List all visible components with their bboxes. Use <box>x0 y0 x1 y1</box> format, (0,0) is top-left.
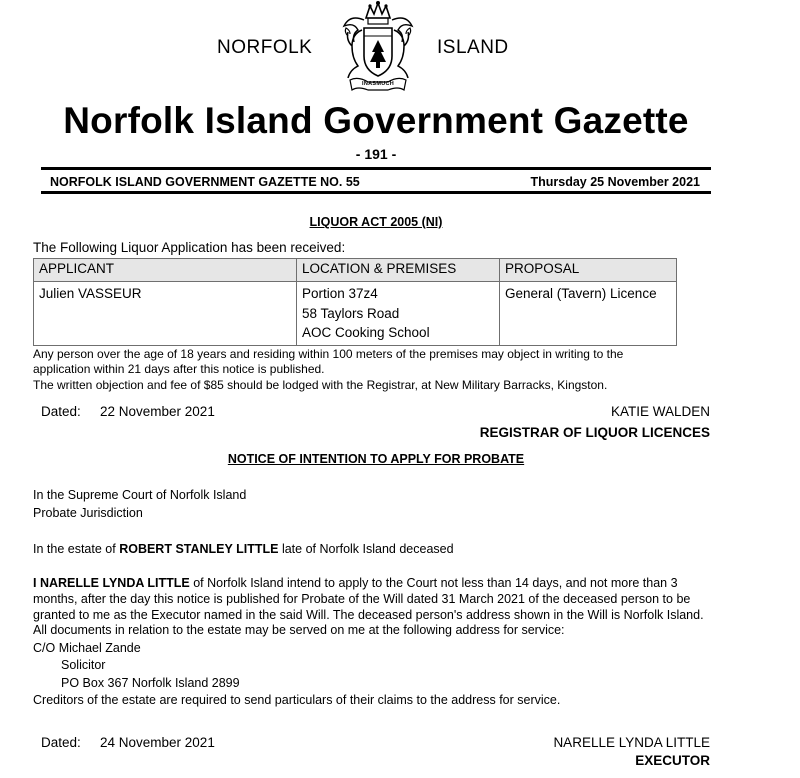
location-line: Portion 37z4 <box>302 286 378 301</box>
liquor-intro: The Following Liquor Application has been received: <box>33 240 346 255</box>
intention-prefix: I <box>33 576 37 590</box>
header-island-word: ISLAND <box>437 37 509 58</box>
liquor-signatory: KATIE WALDEN <box>610 404 710 419</box>
address-line: C/O Michael Zande <box>33 641 141 655</box>
intention-line-rest: of Norfolk Island intend to apply to the Court not less than 14 days, and not more than 3 <box>193 576 678 590</box>
liquor-dated-label: Dated: <box>41 404 81 419</box>
table-row <box>34 282 677 346</box>
liquor-dated-value: 22 November 2021 <box>100 404 215 419</box>
page-number: - 191 - <box>355 146 397 162</box>
documents-line: All documents in relation to the estate may be served on me at the following address for service: <box>33 623 565 637</box>
applicant-cell: Julien VASSEUR <box>34 282 297 346</box>
location-cell <box>297 282 500 346</box>
court-name: In the Supreme Court of Norfolk Island <box>33 488 247 502</box>
probate-dated-label: Dated: <box>41 735 81 750</box>
liquor-signatory-title: REGISTRAR OF LIQUOR LICENCES <box>479 425 710 440</box>
intention-paragraph <box>33 575 723 623</box>
top-rule <box>41 167 711 170</box>
address-line: Solicitor <box>61 658 106 672</box>
table-header-row <box>34 259 677 282</box>
objection-line: application within 21 days after this notice is published. <box>33 361 325 376</box>
estate-prefix: In the estate of <box>33 542 116 556</box>
objection-text <box>33 347 623 376</box>
column-header-proposal: PROPOSAL <box>500 259 677 282</box>
creditors-line: Creditors of the estate are required to send particulars of their claims to the address for service. <box>33 693 561 707</box>
gazette-title: Norfolk Island Government Gazette <box>63 100 689 141</box>
gazette-date: Thursday 25 November 2021 <box>530 175 700 189</box>
probate-dated-value: 24 November 2021 <box>100 735 215 750</box>
intention-line: granted to me as the Executor named in the said Will. The deceased person's address shown in the Will is Norfolk Island. <box>33 608 704 622</box>
crest-motto: INASMUCH <box>362 81 395 87</box>
jurisdiction: Probate Jurisdiction <box>33 506 143 520</box>
column-header-location: LOCATION & PREMISES <box>297 259 500 282</box>
probate-heading: NOTICE OF INTENTION TO APPLY FOR PROBATE <box>227 452 525 466</box>
applicant-name: NARELLE LYNDA LITTLE <box>39 576 190 590</box>
deceased-name: ROBERT STANLEY LITTLE <box>119 542 279 556</box>
intention-line <box>33 575 723 591</box>
intention-line: months, after the day this notice is published for Probate of the Will dated 31 March 2021 of the deceased person to be <box>33 592 691 606</box>
location-line: AOC Cooking School <box>302 325 430 340</box>
estate-line <box>33 541 454 557</box>
estate-suffix: late of Norfolk Island deceased <box>281 542 454 556</box>
bottom-rule <box>41 191 711 194</box>
probate-signatory-title: EXECUTOR <box>635 753 710 768</box>
liquor-heading: LIQUOR ACT 2005 (NI) <box>309 215 443 229</box>
fee-text: The written objection and fee of $85 should be lodged with the Registrar, at New Military Barracks, Kingston. <box>33 378 608 392</box>
address-line: PO Box 367 Norfolk Island 2899 <box>61 676 240 690</box>
column-header-applicant: APPLICANT <box>34 259 297 282</box>
header-norfolk-word: NORFOLK <box>217 37 313 58</box>
objection-line: Any person over the age of 18 years and residing within 100 meters of the premises may object in writing to the <box>33 347 624 361</box>
location-line: 58 Taylors Road <box>302 305 400 321</box>
liquor-application-table <box>33 258 677 346</box>
gazette-number: NORFOLK ISLAND GOVERNMENT GAZETTE NO. 55 <box>50 175 360 189</box>
proposal-cell: General (Tavern) Licence <box>500 282 677 346</box>
probate-signatory: NARELLE LYNDA LITTLE <box>553 735 710 750</box>
